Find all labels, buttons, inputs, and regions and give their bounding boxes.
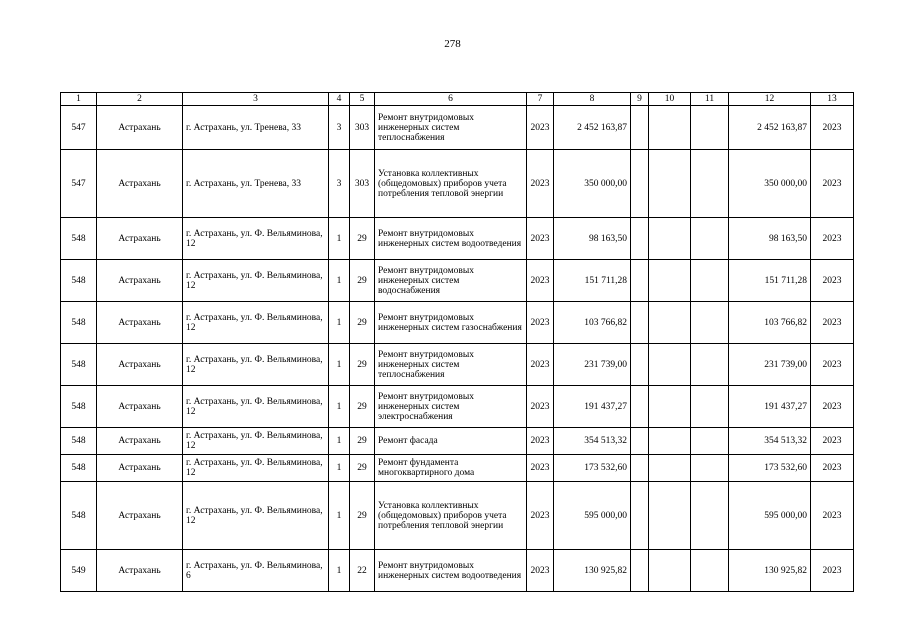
cost-total-cell: 2 452 163,87 — [554, 106, 631, 150]
cost-total-cell: 191 437,27 — [554, 386, 631, 428]
column-header-7: 7 — [527, 93, 554, 106]
funding-11-cell — [691, 218, 729, 260]
register-table — [60, 92, 854, 592]
table-row — [61, 550, 854, 592]
row-number-cell: 547 — [61, 150, 97, 218]
work-type-cell: Установка коллективных (общедомовых) приборов учета потребления тепловой энергии — [375, 150, 527, 218]
cost-fund-cell: 130 925,82 — [729, 550, 811, 592]
column-header-6: 6 — [375, 93, 527, 106]
cost-total-cell: 350 000,00 — [554, 150, 631, 218]
year-planned-cell: 2023 — [811, 455, 854, 482]
column-header-4: 4 — [329, 93, 350, 106]
municipality-cell: Астрахань — [97, 344, 183, 386]
municipality-cell: Астрахань — [97, 550, 183, 592]
year-cell: 2023 — [527, 386, 554, 428]
area-cell: 29 — [350, 428, 375, 455]
cost-total-cell: 98 163,50 — [554, 218, 631, 260]
row-number-cell: 548 — [61, 260, 97, 302]
year-planned-cell: 2023 — [811, 482, 854, 550]
floors-cell: 1 — [329, 428, 350, 455]
year-cell: 2023 — [527, 150, 554, 218]
funding-9-cell — [631, 106, 649, 150]
funding-10-cell — [649, 260, 691, 302]
funding-10-cell — [649, 386, 691, 428]
floors-cell: 3 — [329, 106, 350, 150]
row-number-cell: 548 — [61, 428, 97, 455]
floors-cell: 1 — [329, 218, 350, 260]
address-cell: г. Астрахань, ул. Тренева, 33 — [183, 106, 329, 150]
row-number-cell: 548 — [61, 344, 97, 386]
address-cell: г. Астрахань, ул. Ф. Вельяминова, 12 — [183, 428, 329, 455]
work-type-cell: Ремонт внутридомовых инженерных систем теплоснабжения — [375, 344, 527, 386]
year-planned-cell: 2023 — [811, 344, 854, 386]
address-cell: г. Астрахань, ул. Тренева, 33 — [183, 150, 329, 218]
funding-11-cell — [691, 386, 729, 428]
row-number-cell: 548 — [61, 386, 97, 428]
funding-10-cell — [649, 106, 691, 150]
funding-11-cell — [691, 455, 729, 482]
column-header-1: 1 — [61, 93, 97, 106]
funding-10-cell — [649, 302, 691, 344]
page-number: 278 — [444, 38, 461, 50]
year-cell: 2023 — [527, 482, 554, 550]
year-cell: 2023 — [527, 302, 554, 344]
table-row — [61, 455, 854, 482]
funding-9-cell — [631, 150, 649, 218]
work-type-cell: Ремонт фундамента многоквартирного дома — [375, 455, 527, 482]
floors-cell: 1 — [329, 260, 350, 302]
municipality-cell: Астрахань — [97, 218, 183, 260]
cost-fund-cell: 191 437,27 — [729, 386, 811, 428]
column-header-5: 5 — [350, 93, 375, 106]
funding-9-cell — [631, 260, 649, 302]
year-planned-cell: 2023 — [811, 386, 854, 428]
municipality-cell: Астрахань — [97, 150, 183, 218]
address-cell: г. Астрахань, ул. Ф. Вельяминова, 12 — [183, 302, 329, 344]
row-number-cell: 548 — [61, 482, 97, 550]
cost-fund-cell: 350 000,00 — [729, 150, 811, 218]
municipality-cell: Астрахань — [97, 482, 183, 550]
row-number-cell: 548 — [61, 218, 97, 260]
table-row — [61, 106, 854, 150]
cost-total-cell: 354 513,32 — [554, 428, 631, 455]
table-row — [61, 482, 854, 550]
cost-total-cell: 130 925,82 — [554, 550, 631, 592]
area-cell: 303 — [350, 106, 375, 150]
floors-cell: 1 — [329, 455, 350, 482]
funding-11-cell — [691, 302, 729, 344]
address-cell: г. Астрахань, ул. Ф. Вельяминова, 12 — [183, 482, 329, 550]
funding-11-cell — [691, 344, 729, 386]
column-header-13: 13 — [811, 93, 854, 106]
year-cell: 2023 — [527, 218, 554, 260]
work-type-cell: Ремонт внутридомовых инженерных систем теплоснабжения — [375, 106, 527, 150]
column-header-3: 3 — [183, 93, 329, 106]
funding-9-cell — [631, 455, 649, 482]
column-header-8: 8 — [554, 93, 631, 106]
column-header-10: 10 — [649, 93, 691, 106]
table-body — [61, 106, 854, 592]
floors-cell: 1 — [329, 550, 350, 592]
column-header-12: 12 — [729, 93, 811, 106]
municipality-cell: Астрахань — [97, 455, 183, 482]
municipality-cell: Астрахань — [97, 106, 183, 150]
table-row — [61, 344, 854, 386]
cost-fund-cell: 595 000,00 — [729, 482, 811, 550]
year-planned-cell: 2023 — [811, 218, 854, 260]
funding-10-cell — [649, 218, 691, 260]
work-type-cell: Ремонт внутридомовых инженерных систем водоотведения — [375, 550, 527, 592]
year-cell: 2023 — [527, 550, 554, 592]
area-cell: 29 — [350, 482, 375, 550]
floors-cell: 1 — [329, 386, 350, 428]
funding-11-cell — [691, 150, 729, 218]
year-cell: 2023 — [527, 428, 554, 455]
funding-10-cell — [649, 344, 691, 386]
table-row — [61, 218, 854, 260]
table-row — [61, 302, 854, 344]
cost-fund-cell: 173 532,60 — [729, 455, 811, 482]
municipality-cell: Астрахань — [97, 428, 183, 455]
funding-10-cell — [649, 150, 691, 218]
funding-10-cell — [649, 428, 691, 455]
area-cell: 29 — [350, 344, 375, 386]
funding-11-cell — [691, 106, 729, 150]
cost-total-cell: 103 766,82 — [554, 302, 631, 344]
area-cell: 29 — [350, 302, 375, 344]
cost-fund-cell: 231 739,00 — [729, 344, 811, 386]
work-type-cell: Ремонт внутридомовых инженерных систем водоснабжения — [375, 260, 527, 302]
address-cell: г. Астрахань, ул. Ф. Вельяминова, 12 — [183, 386, 329, 428]
year-planned-cell: 2023 — [811, 550, 854, 592]
work-type-cell: Ремонт фасада — [375, 428, 527, 455]
year-planned-cell: 2023 — [811, 428, 854, 455]
year-cell: 2023 — [527, 455, 554, 482]
row-number-cell: 548 — [61, 455, 97, 482]
year-cell: 2023 — [527, 106, 554, 150]
address-cell: г. Астрахань, ул. Ф. Вельяминова, 12 — [183, 455, 329, 482]
area-cell: 303 — [350, 150, 375, 218]
area-cell: 29 — [350, 386, 375, 428]
year-cell: 2023 — [527, 344, 554, 386]
funding-9-cell — [631, 550, 649, 592]
year-planned-cell: 2023 — [811, 106, 854, 150]
funding-9-cell — [631, 344, 649, 386]
year-planned-cell: 2023 — [811, 260, 854, 302]
cost-fund-cell: 354 513,32 — [729, 428, 811, 455]
funding-11-cell — [691, 260, 729, 302]
work-type-cell: Установка коллективных (общедомовых) приборов учета потребления тепловой энергии — [375, 482, 527, 550]
cost-total-cell: 173 532,60 — [554, 455, 631, 482]
table-row — [61, 428, 854, 455]
cost-total-cell: 151 711,28 — [554, 260, 631, 302]
column-header-9: 9 — [631, 93, 649, 106]
funding-9-cell — [631, 386, 649, 428]
address-cell: г. Астрахань, ул. Ф. Вельяминова, 12 — [183, 218, 329, 260]
column-header-11: 11 — [691, 93, 729, 106]
cost-total-cell: 595 000,00 — [554, 482, 631, 550]
funding-10-cell — [649, 550, 691, 592]
funding-11-cell — [691, 550, 729, 592]
address-cell: г. Астрахань, ул. Ф. Вельяминова, 12 — [183, 260, 329, 302]
funding-9-cell — [631, 482, 649, 550]
work-type-cell: Ремонт внутридомовых инженерных систем водоотведения — [375, 218, 527, 260]
cost-fund-cell: 103 766,82 — [729, 302, 811, 344]
year-cell: 2023 — [527, 260, 554, 302]
funding-9-cell — [631, 302, 649, 344]
cost-fund-cell: 2 452 163,87 — [729, 106, 811, 150]
floors-cell: 3 — [329, 150, 350, 218]
row-number-cell: 548 — [61, 302, 97, 344]
year-planned-cell: 2023 — [811, 302, 854, 344]
header-row — [61, 93, 854, 106]
area-cell: 29 — [350, 455, 375, 482]
funding-10-cell — [649, 482, 691, 550]
funding-11-cell — [691, 482, 729, 550]
funding-9-cell — [631, 428, 649, 455]
municipality-cell: Астрахань — [97, 302, 183, 344]
area-cell: 22 — [350, 550, 375, 592]
row-number-cell: 547 — [61, 106, 97, 150]
work-type-cell: Ремонт внутридомовых инженерных систем газоснабжения — [375, 302, 527, 344]
work-type-cell: Ремонт внутридомовых инженерных систем электроснабжения — [375, 386, 527, 428]
column-header-2: 2 — [97, 93, 183, 106]
row-number-cell: 549 — [61, 550, 97, 592]
table-row — [61, 260, 854, 302]
area-cell: 29 — [350, 218, 375, 260]
floors-cell: 1 — [329, 482, 350, 550]
floors-cell: 1 — [329, 302, 350, 344]
floors-cell: 1 — [329, 344, 350, 386]
address-cell: г. Астрахань, ул. Ф. Вельяминова, 6 — [183, 550, 329, 592]
table-row — [61, 386, 854, 428]
municipality-cell: Астрахань — [97, 260, 183, 302]
area-cell: 29 — [350, 260, 375, 302]
cost-fund-cell: 98 163,50 — [729, 218, 811, 260]
address-cell: г. Астрахань, ул. Ф. Вельяминова, 12 — [183, 344, 329, 386]
cost-total-cell: 231 739,00 — [554, 344, 631, 386]
municipality-cell: Астрахань — [97, 386, 183, 428]
funding-11-cell — [691, 428, 729, 455]
cost-fund-cell: 151 711,28 — [729, 260, 811, 302]
funding-10-cell — [649, 455, 691, 482]
year-planned-cell: 2023 — [811, 150, 854, 218]
funding-9-cell — [631, 218, 649, 260]
table-row — [61, 150, 854, 218]
